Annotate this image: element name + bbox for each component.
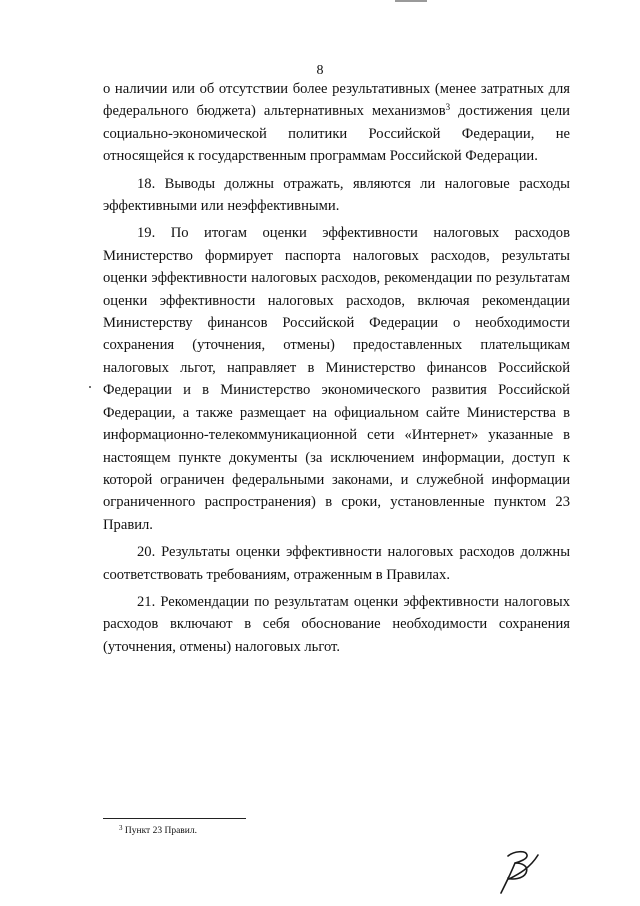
scan-speck — [89, 386, 91, 388]
footnote-marker: 3 — [119, 824, 123, 832]
paragraph-21: 21. Рекомендации по результатам оценки эффективности налоговых расходов включают в себя обоснование необходимости сохранения (уточнения, отмены) налоговых льгот. — [103, 593, 570, 655]
footnote — [119, 824, 197, 838]
paragraph-20: 20. Результаты оценки эффективности налоговых расходов должны соответствовать требованиям, отраженным в Правилах. — [103, 544, 570, 583]
paragraph-continuation: о наличии или об отсутствии более результативных (менее затратных для федерального бюджета) альтернативных механизмов$^3$ достижения цели социально-экономической политики Российской Федерации, не относящейся к государственным программам Российской Федерации. — [103, 81, 570, 165]
footnote-reference[interactable]: 3 — [445, 102, 451, 113]
paragraph-18: 18. Выводы должны отражать, являются ли налоговые расходы эффективными или неэффективными. — [103, 175, 570, 215]
footnote-text: Пункт 23 Правил. — [122, 826, 197, 836]
footnote-separator — [103, 818, 246, 819]
body-text — [103, 78, 570, 658]
page-number: 8 — [316, 63, 324, 78]
paragraph-19: 19. По итогам оценки эффективности налоговых расходов Министерство формирует паспорта налоговых расходов, результаты оценки эффективности налоговых расходов, рекомендации по результатам оценки эффективности налоговых расходов, включая рекомендации Министерству финансов Российской Федерации о необходимости сохранения (уточнения, отмены) предоставленных плательщикам налоговых льгот, направляет в Министерство финансов Российской Федерации и в Министерство экономического развития Российской Федерации, а также размещает на официальном сайте Министерства в информационно-телекоммуникационной сети «Интернет» указанные в настоящем пункте документы (за исключением информации, доступ к которой ограничен федеральными законами, и служебной информации ограниченного распространения) в сроки, установленные пунктом 23 Правил. — [103, 225, 570, 533]
scan-edge-mark — [395, 0, 427, 2]
signature-icon — [486, 846, 544, 898]
